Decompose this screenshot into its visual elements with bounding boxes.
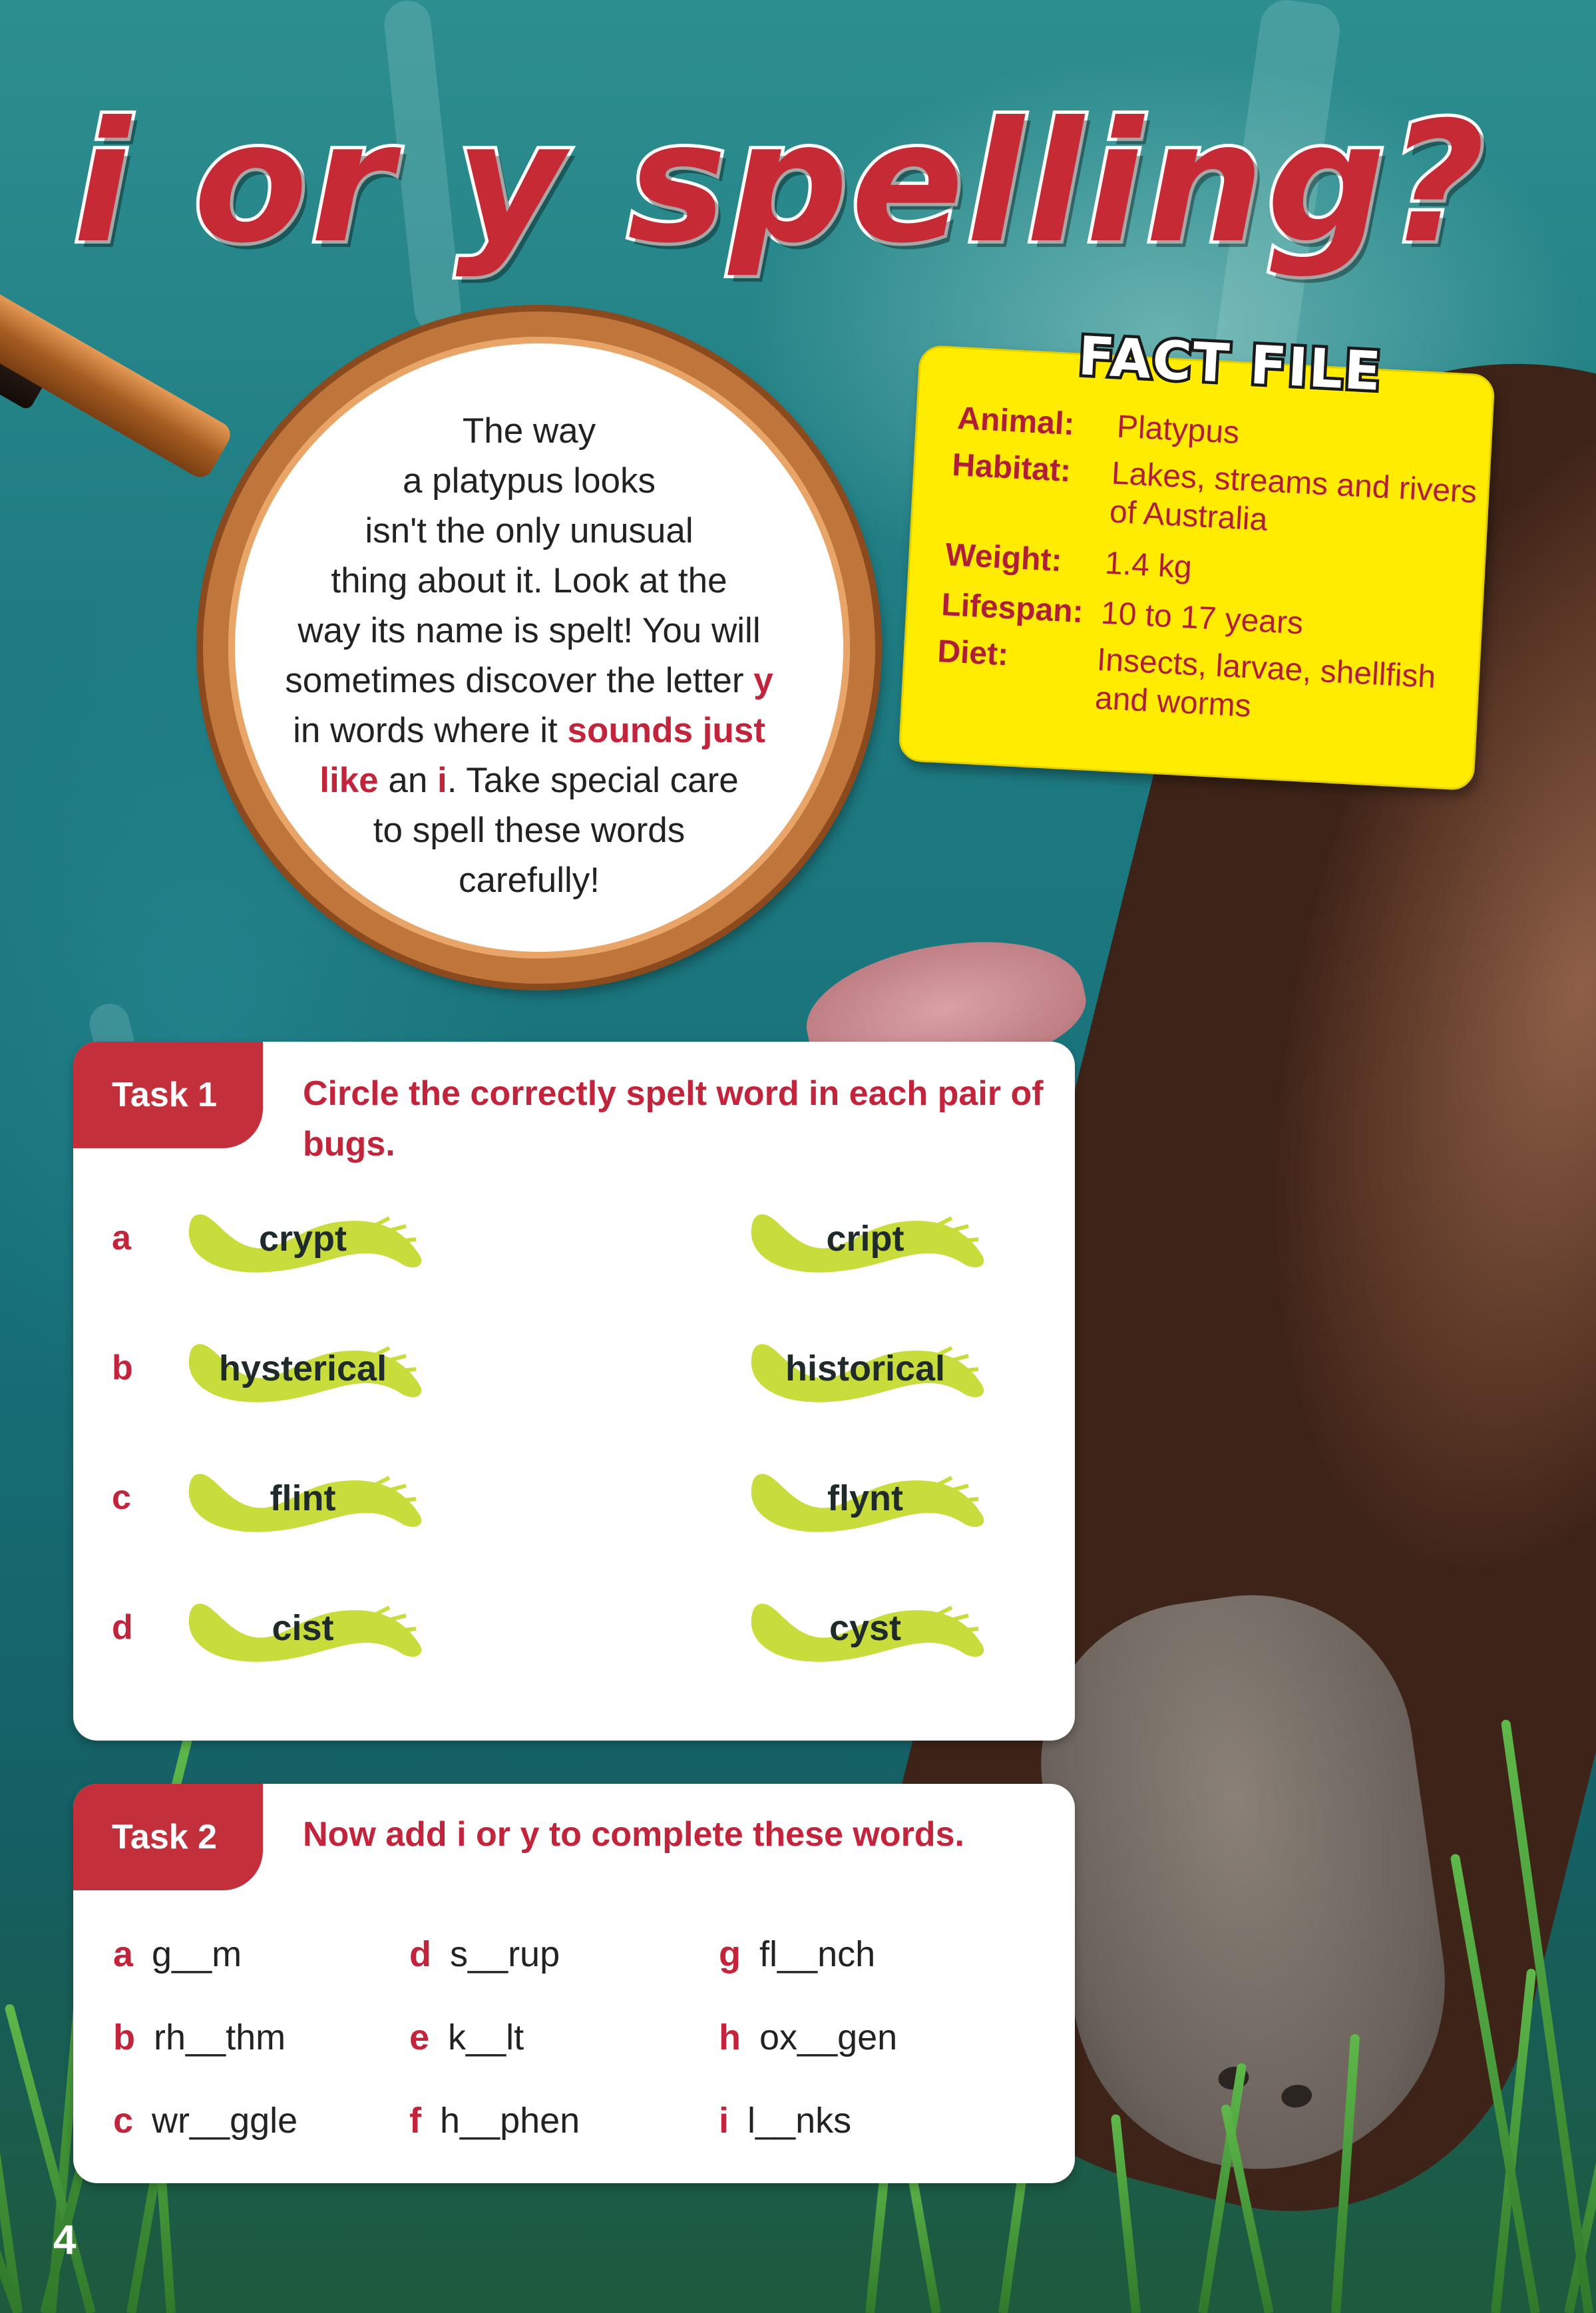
task2-item-letter: g	[719, 1934, 741, 1974]
task2-word-item[interactable]	[113, 2017, 286, 2058]
task2-item-word: l__nks	[747, 2101, 852, 2141]
grass-blade	[0, 1943, 23, 2313]
bug-word-text: hysterical	[218, 1349, 387, 1388]
task2-item-word: g__m	[152, 1934, 242, 1974]
bug-word-right[interactable]	[739, 1451, 992, 1551]
task2-item-letter: b	[113, 2017, 135, 2057]
bug-word-right[interactable]	[739, 1581, 992, 1681]
bug-word-left[interactable]	[176, 1581, 429, 1681]
task2-item-word: wr__ggle	[152, 2101, 298, 2141]
task2-item-word: s__rup	[450, 1934, 560, 1974]
bug-word-left[interactable]	[176, 1191, 429, 1291]
bug-word-text: cist	[272, 1608, 334, 1648]
bug-word-text: flynt	[827, 1478, 903, 1518]
task2-item-word: h__phen	[439, 2101, 580, 2141]
nostril	[1280, 2083, 1313, 2109]
task1-instruction: Circle the correctly spelt word in each pair of bugs.	[303, 1074, 1044, 1163]
bug-word-text: crypt	[258, 1219, 347, 1259]
fact-row: Weight: 1.4 kg	[944, 536, 1193, 586]
task2-item-letter: d	[409, 1934, 431, 1974]
page-number: 4	[53, 2217, 77, 2263]
page-title: i or y spelling?	[73, 86, 1488, 280]
task2-item-word: k__lt	[448, 2017, 524, 2057]
task1-row-letter: d	[112, 1608, 133, 1647]
task1-row-letter: b	[112, 1349, 133, 1387]
bug-word-left[interactable]	[176, 1321, 429, 1421]
bug-word-right[interactable]	[739, 1321, 992, 1421]
bug-word-text: cyst	[829, 1608, 902, 1648]
task2-item-letter: h	[719, 2017, 741, 2057]
task2-word-item[interactable]	[409, 2017, 524, 2058]
task2-item-letter: e	[409, 2017, 430, 2057]
task2-item-word: ox__gen	[759, 2017, 898, 2057]
grass-blade	[906, 2168, 941, 2313]
fact-row: Habitat: Lakes, streams and rivers of Australia	[951, 447, 1478, 538]
bug-word-text: flint	[270, 1478, 336, 1518]
bug-word-right[interactable]	[739, 1191, 992, 1291]
task1-row-letter: a	[112, 1219, 131, 1257]
task1-row-letter: c	[112, 1478, 131, 1517]
task2-item-letter: f	[409, 2101, 421, 2141]
fact-file-title: FACT FILE	[1076, 325, 1384, 403]
fact-row: Diet: Insects, larvae, shellfish and worms	[936, 633, 1437, 724]
bug-word-text: historical	[785, 1349, 946, 1388]
task2-word-item[interactable]	[409, 1934, 560, 1975]
bug-word-text: cript	[826, 1219, 904, 1259]
task2-word-item[interactable]	[719, 2100, 851, 2141]
bug-word-left[interactable]	[176, 1451, 429, 1551]
task2-word-item[interactable]	[113, 1934, 242, 1975]
task2-label: Task 2	[73, 1784, 263, 1890]
task2-item-letter: c	[113, 2101, 134, 2141]
fact-row: Animal: Platypus	[956, 400, 1241, 451]
task2-item-letter: a	[113, 1934, 134, 1974]
task2-item-letter: i	[719, 2101, 729, 2141]
task2-word-item[interactable]	[113, 2100, 298, 2141]
task2-word-item[interactable]	[719, 2017, 897, 2058]
task2-item-word: fl__nch	[759, 1934, 876, 1974]
intro-text: The way a platypus looks isn't the only unusual thing about it. Look at the way its name is spelt! You will sometimes discover the letter y in words where it sounds just like an i. Take special care to spell these words carefully!	[285, 411, 773, 900]
task2-word-item[interactable]	[409, 2100, 580, 2141]
magnifier-handle	[0, 284, 235, 482]
task1-label: Task 1	[73, 1042, 263, 1148]
task2-instruction: Now add i or y to complete these words.	[303, 1815, 964, 1854]
task2-item-word: rh__thm	[154, 2017, 286, 2057]
task2-word-item[interactable]	[719, 1934, 875, 1975]
fact-row: Lifespan: 10 to 17 years	[940, 586, 1304, 642]
